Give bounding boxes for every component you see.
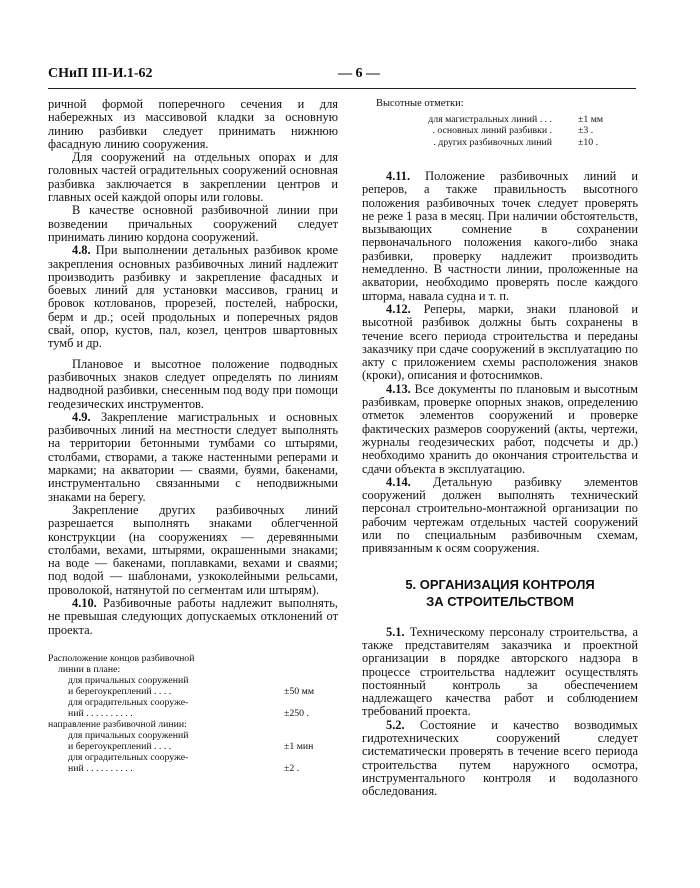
paragraph: Закрепление других разбивочных линий разрешается выполнять знаками облегченной конструкции (на сооружениях — деревянными столбами, вехами, штырями, окрашенными знаками; на воде — бакенами, поплавками, вехами и сваями; под водой — шаблонами, узкоколейными рельсами, проволокой, натянутой по сегментам или штырям). <box>48 502 338 597</box>
paragraph-text: Разбивочные работы надлежит выполнять, не превышая следующих допускаемых отклонений от проекта. <box>48 595 338 637</box>
section-title-line: ЗА СТРОИТЕЛЬСТВОМ <box>426 593 574 609</box>
section-number: 4.14. <box>386 474 411 489</box>
tolerance-subheading: линии в плане: <box>58 663 121 675</box>
paragraph-4-11 <box>362 170 638 303</box>
tolerance-value: ±2 . <box>284 762 300 774</box>
section-heading <box>362 576 638 610</box>
section-number: 4.13. <box>386 381 411 396</box>
paragraph-text: Состояние и качество возводимых гидротехнических сооружений следует систематически проверять в течение всего периода строительства путем наружного осмотра, инструментального контроля и водолазного обследования. <box>362 717 638 799</box>
section-number: 5.1. <box>386 624 405 639</box>
section-number: 4.9. <box>72 409 91 424</box>
page-number: — 6 — <box>338 66 380 81</box>
heights-title: Высотные отметки: <box>376 98 464 109</box>
height-value: ±1 мм <box>578 113 604 125</box>
tolerance-row-label: для причальных сооружений <box>68 674 189 686</box>
height-row <box>362 125 638 137</box>
paragraph-4-9 <box>48 411 338 504</box>
tolerance-label: ний . . . . . . . . . . <box>68 762 133 774</box>
paragraph-4-8 <box>48 244 338 350</box>
paragraph-4-10 <box>48 597 338 637</box>
paragraph: Для сооружений на отдельных опорах и для головных частей оградительных сооружений основная разбивка заключается в закреплении центров и главных осей каждой опоры или головы. <box>48 150 338 205</box>
section-title-line: 5. ОРГАНИЗАЦИЯ КОНТРОЛЯ <box>405 576 595 592</box>
height-row <box>362 114 638 126</box>
section-number: 4.8. <box>72 243 91 258</box>
page-header <box>48 66 636 90</box>
tolerance-heading: направление разбивочной линии: <box>48 718 187 730</box>
paragraph-text: Реперы, марки, знаки плановой и высотной разбивок должны быть сохранены в течение всего периода строительства и переданы заказчику при сдаче сооружений в эксплуатацию по акту с приложением схемы расположения знаков (кроки), описания и фотоснимков. <box>362 301 638 383</box>
height-label: . других разбивочных линий <box>433 136 552 148</box>
tolerance-label: и берегоукреплений . . . . <box>68 740 172 752</box>
paragraph-text: Закрепление магистральных и основных разбивочных линий на местности следует выполнять на территории бетонными тумбами со штырями, столбами, створами, а также настенными реперами и марками; на акватории — сваями, буями, бакенами, инструментально связанными с неподвижными знаками на берегу. <box>48 409 338 504</box>
paragraph-text: Техническому персоналу строительства, а также представителям заказчика и проектной организации в порядке авторского надзора в процессе строительства надлежит осуществлять постоянный контроль за обеспечением надлежащего качества работ и соблюдением требований проекта. <box>362 624 638 719</box>
tolerance-heading: Расположение концов разбивочной <box>48 652 195 664</box>
paragraph: В качестве основной разбивочной линии при возведении причальных сооружений следует принимать линию кордона сооружений. <box>48 203 338 244</box>
paragraph-4-13 <box>362 383 638 476</box>
tolerance-value: ±1 мин <box>284 740 314 752</box>
paragraph-5-2 <box>362 719 638 799</box>
tolerance-value: ±50 мм <box>284 685 315 697</box>
section-number: 4.11. <box>386 169 411 183</box>
paragraph-4-12 <box>362 303 638 383</box>
paragraph: Плановое и высотное положение подводных разбивочных знаков следует определять по линиям надводной разбивки, снесенным под воду при помощи геодезических инструментов. <box>48 356 338 411</box>
tolerance-row <box>48 708 338 719</box>
height-label: . основных линий разбивки . <box>432 125 552 136</box>
height-value: ±10 . <box>578 136 599 148</box>
paragraph-text: При выполнении детальных разбивок кроме закрепления основных разбивочных линий надлежит производить разбивку и закрепление фасадных и боевых линий для установки массивов, границ и бровок котлованов, прорезей, постелей, наброски, берм и др.; осей продольных и поперечных рядов свай, опор, кустов, пал, козел, центров швартовных тумб и др. <box>48 243 338 351</box>
paragraph-4-14 <box>362 476 638 556</box>
left-column <box>48 98 338 774</box>
tolerance-row <box>48 763 338 774</box>
paragraph-text: Положение разбивочных линий и реперов, а также правильность высотного положения разбивочных точек следует проверять не реже 1 раза в месяц. При наличии обстоятельств, вызывающих сомнение в сохранении первоначального положения какого-либо знака разбивки, проверку надлежит производить немедленно. В частности линии, проложенные на акватории, необходимо проверять после каждого шторма, навала судна и т. п. <box>362 169 638 303</box>
right-column <box>362 98 638 798</box>
height-value: ±3 . <box>578 125 594 136</box>
tolerance-table <box>48 653 338 774</box>
tolerance-row <box>48 686 338 697</box>
tolerance-row-label: для причальных сооружений <box>68 729 189 741</box>
document-code: СНиП III-И.1-62 <box>48 66 153 81</box>
tolerance-label: ний . . . . . . . . . . <box>68 707 133 719</box>
paragraph-5-1 <box>362 626 638 719</box>
header-rule <box>48 88 636 89</box>
section-number: 4.10. <box>72 595 97 610</box>
paragraph: ричной формой поперечного сечения и для набережных из массивовой кладки за основную линию разбивки следует принимать нижнюю фасадную линию сооружения. <box>48 97 338 151</box>
section-number: 5.2. <box>386 717 405 732</box>
height-tolerances <box>362 98 638 148</box>
tolerance-label: и берегоукреплений . . . . <box>68 685 172 697</box>
tolerance-row-label: для оградительных сооруже- <box>68 751 189 763</box>
paragraph-text: Детальную разбивку элементов сооружений должен выполнять технический персонал строительно-монтажной организации по рабочим чертежам отдельных частей сооружений или по специальным разбивочным схемам, привязанным к осям сооружения. <box>362 474 638 556</box>
paragraph-text: Все документы по плановым и высотным разбивкам, проверке опорных знаков, определению отметок элементов сооружений и проверке фактических размеров сооружений (акты, чертежи, журналы геодезических работ, подсчеты и др.) необходимо хранить до окончания строительства и сдачи объекта в эксплуатацию. <box>362 381 638 476</box>
height-row <box>362 137 638 149</box>
height-label: для магистральных линий . . . <box>428 113 552 125</box>
tolerance-value: ±250 . <box>284 707 309 719</box>
tolerance-row-label: для оградительных сооруже- <box>68 696 189 708</box>
section-number: 4.12. <box>386 301 411 316</box>
tolerance-row <box>48 741 338 752</box>
